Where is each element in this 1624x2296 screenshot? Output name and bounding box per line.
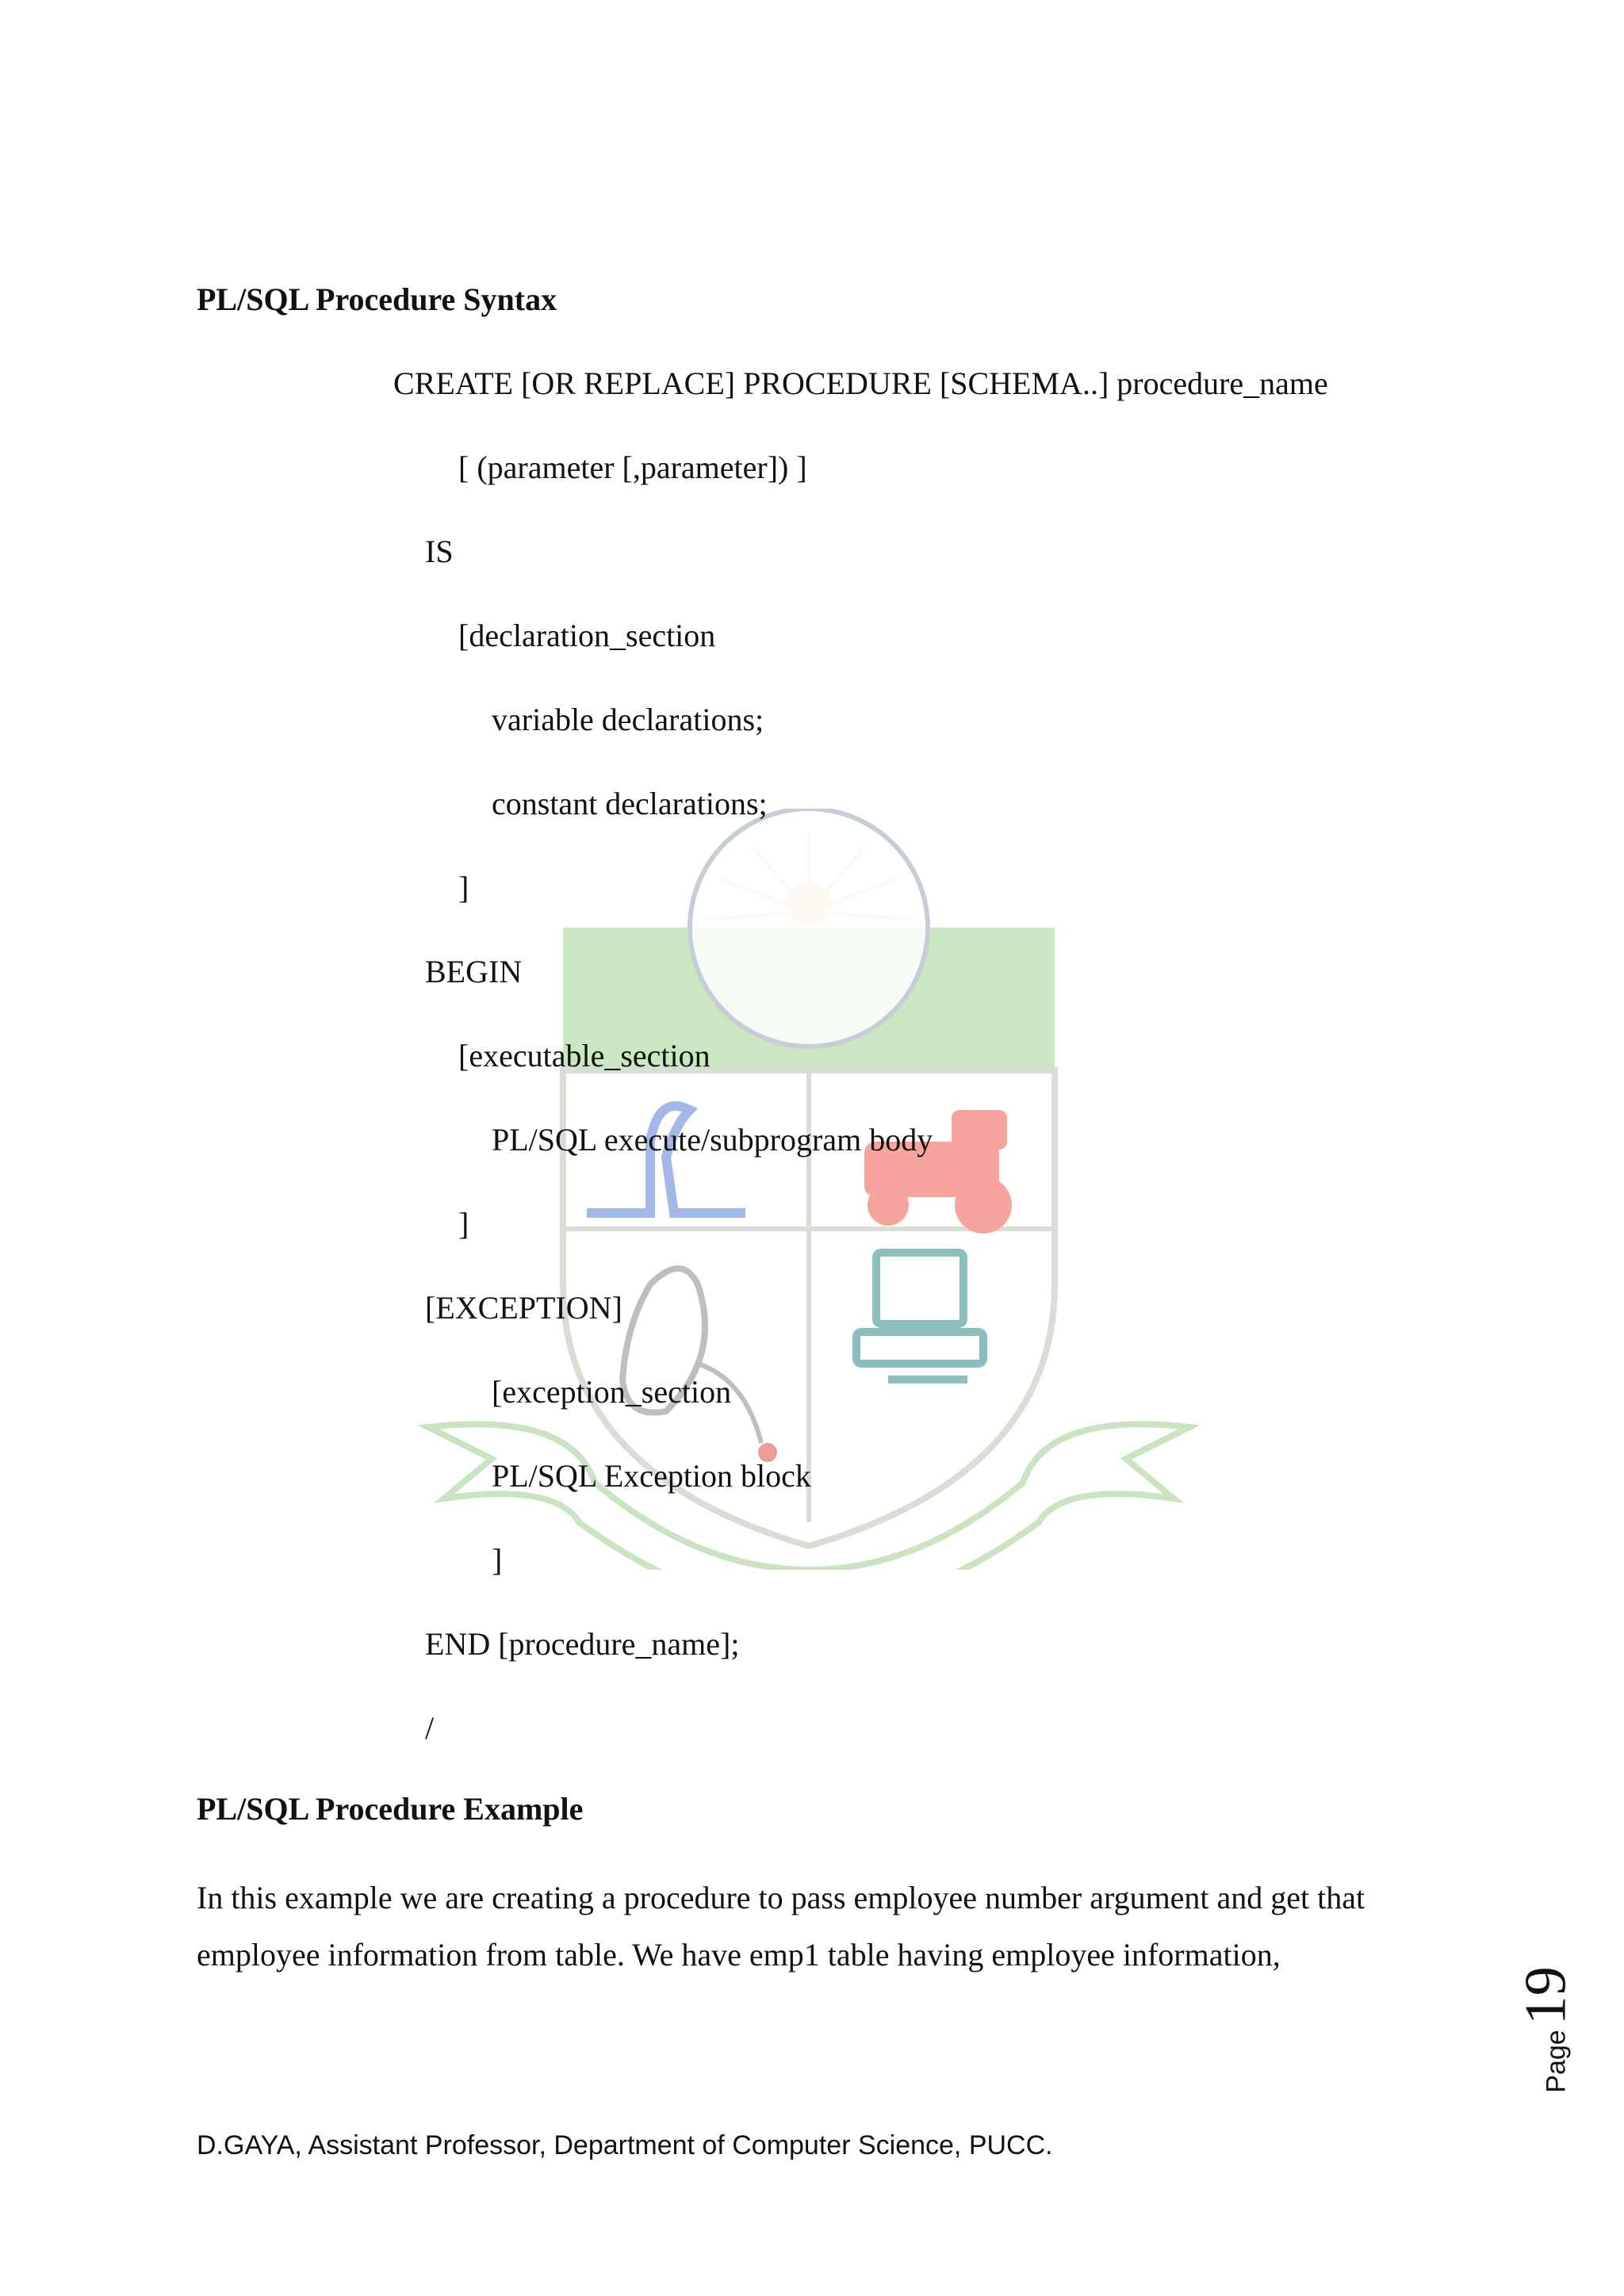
syntax-line: [ (parameter [,parameter]) ] <box>458 450 807 485</box>
example-paragraph <box>197 1869 1434 1984</box>
syntax-line: ] <box>458 1206 469 1242</box>
syntax-line: CREATE [OR REPLACE] PROCEDURE [SCHEMA..] procedure_name <box>393 365 1328 401</box>
syntax-heading: PL/SQL Procedure Syntax <box>197 281 557 317</box>
syntax-line: PL/SQL execute/subprogram body <box>492 1122 933 1158</box>
syntax-line: ] <box>492 1542 503 1578</box>
syntax-line: variable declarations; <box>492 702 764 737</box>
syntax-line: [declaration_section <box>458 618 716 653</box>
page-number <box>1507 1958 1586 2101</box>
syntax-line: BEGIN <box>425 954 523 989</box>
syntax-line: constant declarations; <box>492 786 768 821</box>
example-heading: PL/SQL Procedure Example <box>197 1791 584 1827</box>
page-number-label: Page <box>1541 2030 1572 2093</box>
paragraph-line: In this example we are creating a procedure to pass employee number argument and get that <box>197 1880 1365 1915</box>
page-footer: D.GAYA, Assistant Professor, Department of Computer Science, PUCC. <box>197 2130 1053 2160</box>
syntax-line: IS <box>425 534 454 569</box>
syntax-line: [exception_section <box>492 1374 732 1410</box>
page-number-value: 19 <box>1513 1966 1579 2026</box>
syntax-line: ] <box>458 870 469 905</box>
syntax-line: [executable_section <box>458 1038 710 1073</box>
syntax-line: PL/SQL Exception block <box>492 1458 811 1494</box>
syntax-line: / <box>425 1710 435 1746</box>
college-emblem-icon <box>412 809 1205 1570</box>
syntax-line: [EXCEPTION] <box>425 1290 622 1326</box>
paragraph-line: employee information from table. We have emp1 table having employee information, <box>197 1937 1281 1973</box>
syntax-line: END [procedure_name]; <box>425 1626 740 1662</box>
